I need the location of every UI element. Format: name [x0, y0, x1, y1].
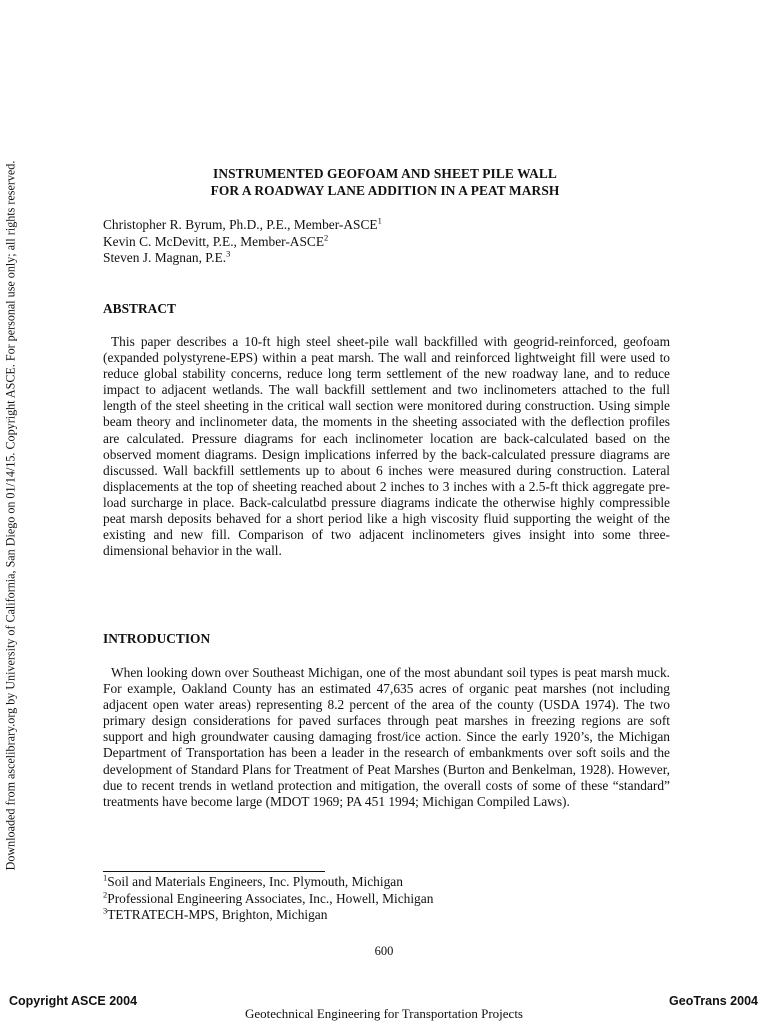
title-line-2: FOR A ROADWAY LANE ADDITION IN A PEAT MARSH	[210, 183, 560, 198]
footnote-text: Professional Engineering Associates, Inc., Howell, Michigan	[107, 890, 434, 906]
paper-title	[100, 165, 670, 199]
footnote-text: Soil and Materials Engineers, Inc. Plymouth, Michigan	[107, 874, 403, 889]
author-list	[103, 217, 382, 267]
author-line	[103, 217, 382, 234]
footnote	[103, 907, 433, 924]
footnote	[103, 891, 433, 908]
abstract-heading: ABSTRACT	[103, 301, 176, 316]
page-number: 600	[374, 944, 394, 958]
author-footnote-mark: 3	[226, 248, 231, 259]
footer-conference: GeoTrans 2004	[669, 994, 758, 1008]
footnote-mark: 3	[103, 905, 108, 916]
footer-copyright: Copyright ASCE 2004	[9, 994, 138, 1008]
author-line	[103, 234, 382, 251]
footer-proceedings-title: Geotechnical Engineering for Transportation Projects	[245, 1006, 523, 1021]
author-line	[103, 250, 382, 267]
footnote-mark: 1	[103, 872, 108, 883]
download-notice-text: Downloaded from ascelibrary.org by University of California, San Diego on 01/14/15. Copyright ASCE. For personal use only; all rights reserved.	[3, 160, 18, 870]
footnote-text: TETRATECH-MPS, Brighton, Michigan	[107, 907, 328, 922]
footnote-divider	[103, 871, 325, 872]
title-line-1: INSTRUMENTED GEOFOAM AND SHEET PILE WALL	[213, 166, 557, 181]
author-footnote-mark: 2	[324, 232, 329, 243]
download-notice-margin	[3, 120, 19, 910]
author-footnote-mark: 1	[377, 215, 382, 226]
introduction-heading: INTRODUCTION	[103, 631, 211, 646]
footnote-mark: 2	[103, 889, 108, 900]
author-name: Steven J. Magnan, P.E.	[103, 250, 227, 265]
footnote	[103, 874, 433, 891]
footnote-list	[103, 874, 433, 924]
introduction-body: When looking down over Southeast Michigan, one of the most abundant soil types is peat marsh muck. For example, Oakland County has an estimated 47,635 acres of organic peat marshes (not including adjacent open water areas) representing 8.2 percent of the area of the county (USDA 1974). The two primary design considerations for paved surfaces through peat marshes in freezing regions are soft support and high groundwater causing damaging frost/ice action. Since the early 1920’s, the Michigan Department of Transportation has been a leader in the research of embankments over soft soils and the development of Standard Plans for Treatment of Peat Marshes (Burton and Benkelman, 1928). However, due to recent trends in wetland protection and mitigation, the overall costs of some of these “standard” treatments have become large (MDOT 1969; PA 451 1994; Michigan Compiled Laws).	[103, 665, 670, 809]
author-name: Christopher R. Byrum, Ph.D., P.E., Member-ASCE	[103, 217, 378, 232]
author-name: Kevin C. McDevitt, P.E., Member-ASCE	[103, 233, 325, 249]
abstract-body: This paper describes a 10-ft high steel sheet-pile wall backfilled with geogrid-reinforced, geofoam (expanded polystyrene-EPS) within a peat marsh. The wall and reinforced lightweight fill were used to reduce global stability concerns, reduce long term settlement of the new roadway lane, and to reduce impact to adjacent wetlands. The wall backfill settlement and two inclinometers attached to the full length of the steel sheeting in the critical wall section were monitored during construction. Using simple beam theory and inclinometer data, the moments in the sheeting associated with the deflection profiles are calculated. Pressure diagrams for each inclinometer location are back-calculated based on the observed moment diagrams. Design implications inferred by the back-calculated pressure diagrams are discussed. Wall backfill settlements up to about 6 inches were measured during construction. Lateral displacements at the top of sheeting reached about 2 inches to 3 inches with a 2.5-ft thick aggregate pre-load surcharge in place. Back-calculatbd pressure diagrams indicate the otherwise highly compressible peat marsh deposits behaved for a short period like a high viscosity fluid supporting the weight of the existing and new fill. Comparison of two adjacent inclinometers gives insight into some three-dimensional behavior in the wall.	[103, 334, 670, 559]
